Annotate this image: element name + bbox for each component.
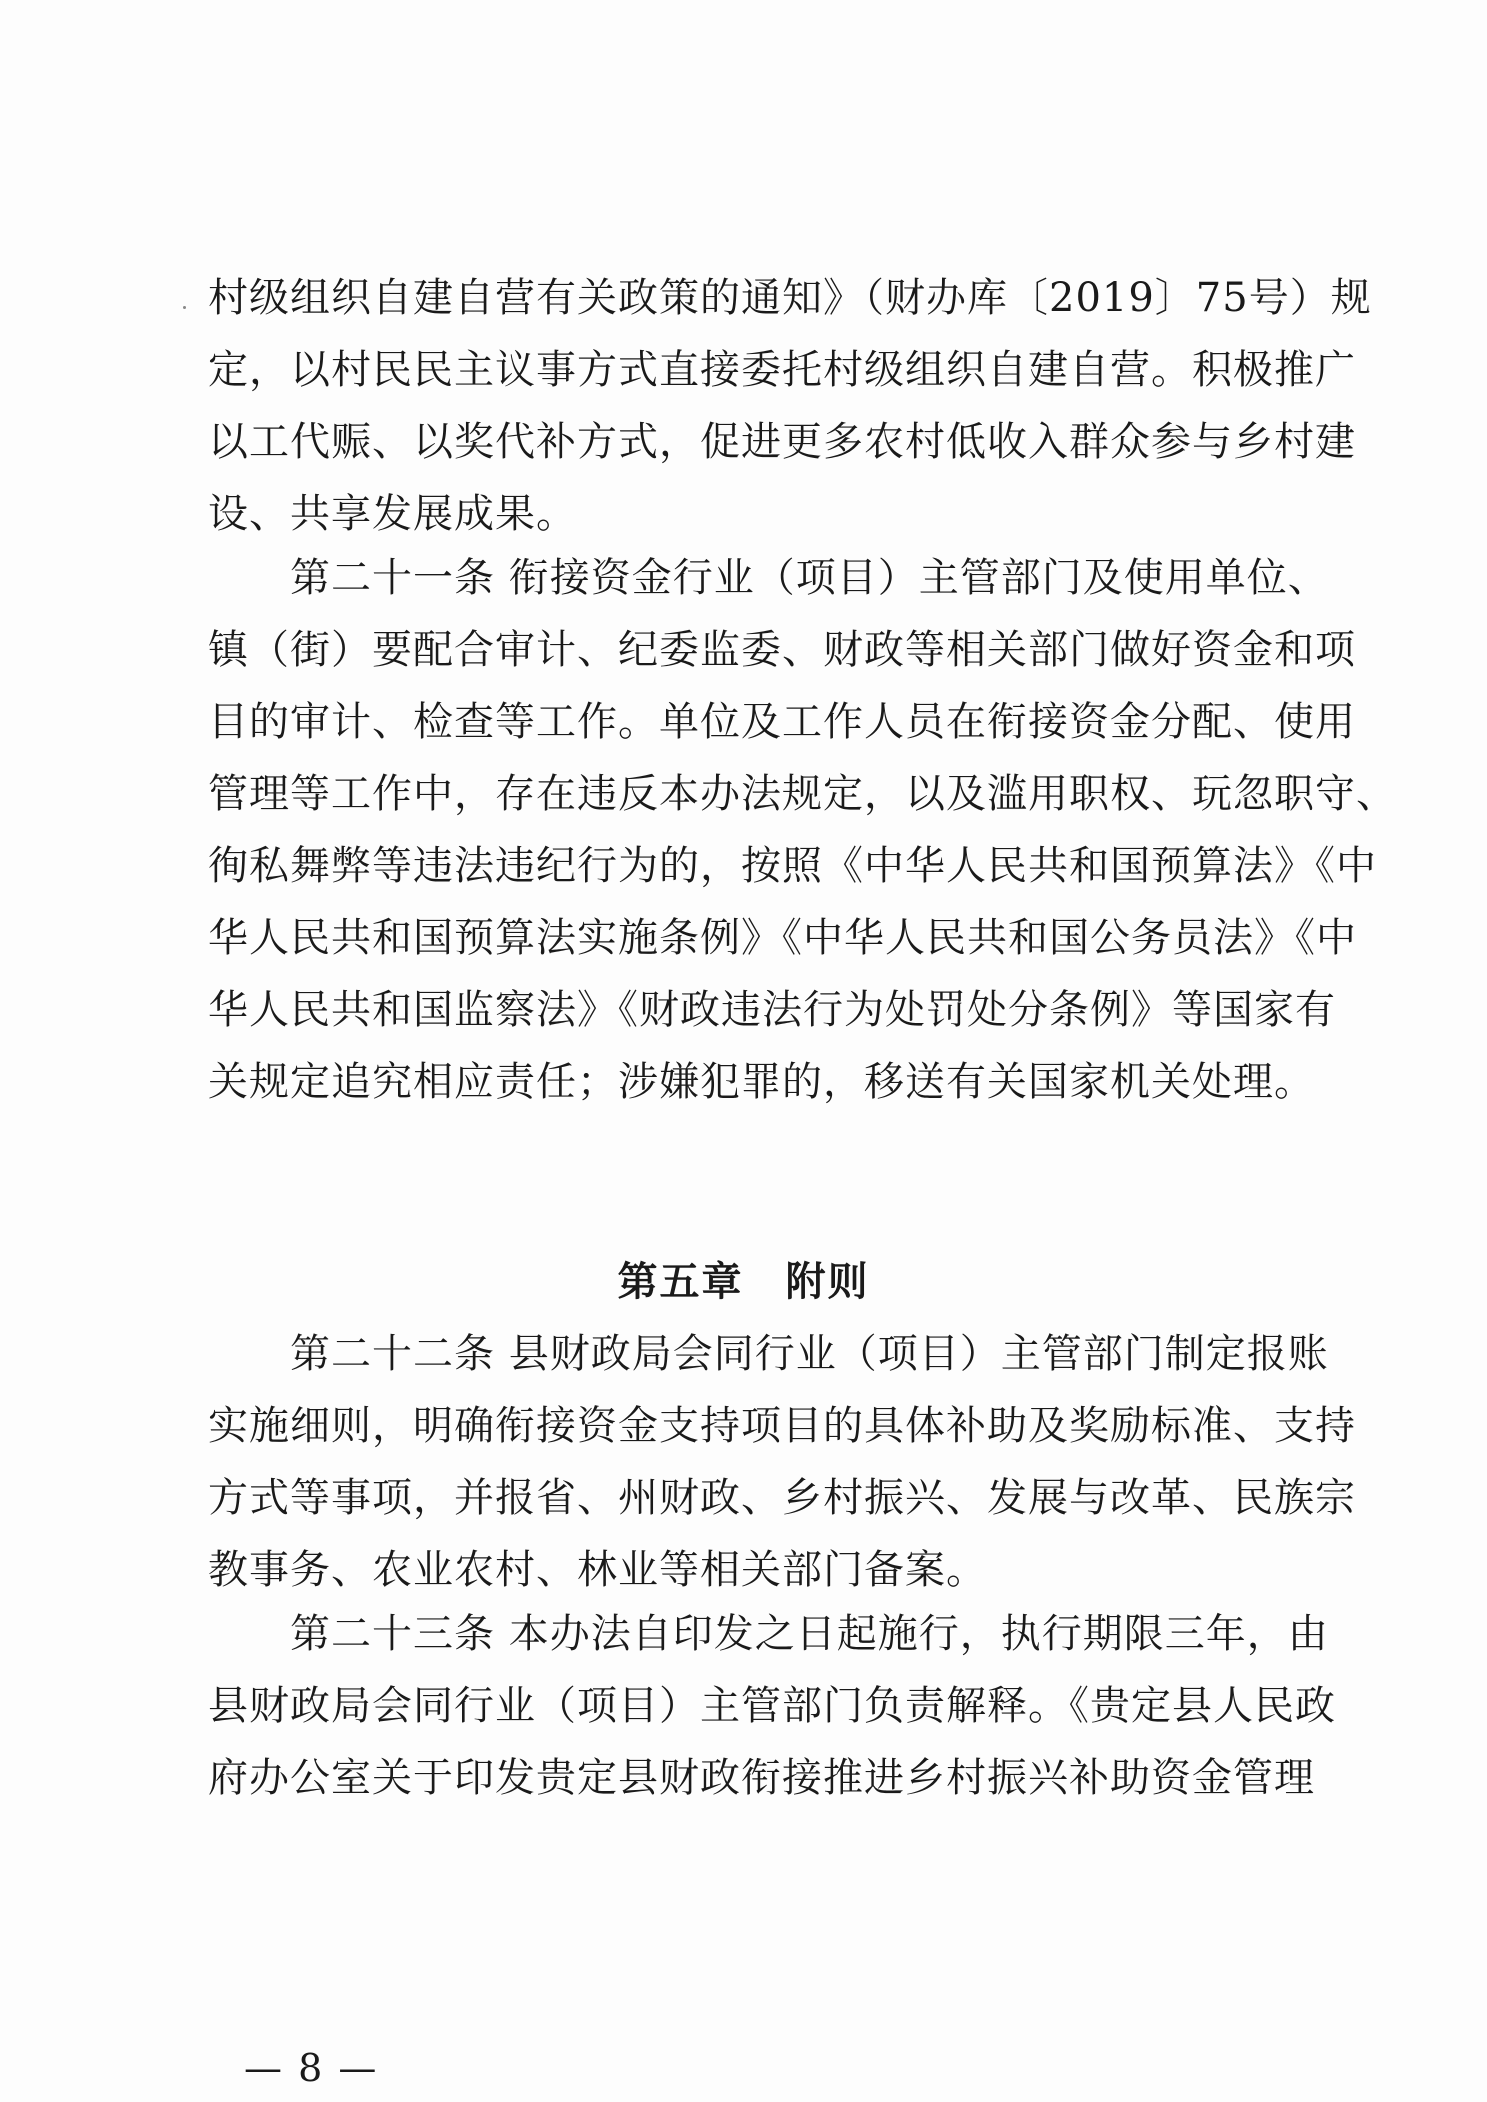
text-line: 管理等工作中，存在违反本办法规定，以及滥用职权、玩忽职守、 — [208, 771, 1397, 817]
text-line: 第二十三条 本办法自印发之日起施行，执行期限三年，由 — [208, 1611, 1329, 1657]
text-line: 定，以村民民主议事方式直接委托村级组织自建自营。积极推广 — [208, 347, 1356, 393]
paragraph-article-22 — [208, 1318, 1356, 1606]
text-line: 设、共享发展成果。 — [208, 491, 577, 537]
text-line: 华人民共和国预算法实施条例》《中华人民共和国公务员法》《中 — [208, 915, 1357, 961]
text-line: 华人民共和国监察法》《财政违法行为处罚处分条例》等国家有 — [208, 987, 1336, 1033]
paragraph-article-21 — [208, 542, 1397, 1118]
text-line: 府办公室关于印发贵定县财政衔接推进乡村振兴补助资金管理 — [208, 1755, 1315, 1801]
paragraph-article-23 — [208, 1598, 1336, 1814]
chapter-heading: 第五章 附则 — [617, 1259, 870, 1305]
text-line: 村级组织自建自营有关政策的通知》（财办库〔2019〕75号）规 — [208, 275, 1372, 321]
text-line: 徇私舞弊等违法违纪行为的，按照《中华人民共和国预算法》《中 — [208, 843, 1377, 889]
text-line: 第二十二条 县财政局会同行业（项目）主管部门制定报账 — [208, 1331, 1329, 1377]
text-line: 关规定追究相应责任；涉嫌犯罪的，移送有关国家机关处理。 — [208, 1059, 1315, 1105]
text-line: 目的审计、检查等工作。单位及工作人员在衔接资金分配、使用 — [208, 699, 1356, 745]
scan-speck — [183, 306, 186, 309]
page-number: — 8 — — [244, 2046, 379, 2090]
text-line: 以工代赈、以奖代补方式，促进更多农村低收入群众参与乡村建 — [208, 419, 1356, 465]
text-line: 第二十一条 衔接资金行业（项目）主管部门及使用单位、 — [208, 555, 1329, 601]
paragraph-1 — [208, 262, 1372, 550]
text-line: 镇（街）要配合审计、纪委监委、财政等相关部门做好资金和项 — [208, 627, 1356, 673]
text-line: 教事务、农业农村、林业等相关部门备案。 — [208, 1547, 987, 1593]
text-line: 实施细则，明确衔接资金支持项目的具体补助及奖励标准、支持 — [208, 1403, 1356, 1449]
text-line: 县财政局会同行业（项目）主管部门负责解释。《贵定县人民政 — [208, 1683, 1336, 1729]
text-line: 方式等事项，并报省、州财政、乡村振兴、发展与改革、民族宗 — [208, 1475, 1356, 1521]
